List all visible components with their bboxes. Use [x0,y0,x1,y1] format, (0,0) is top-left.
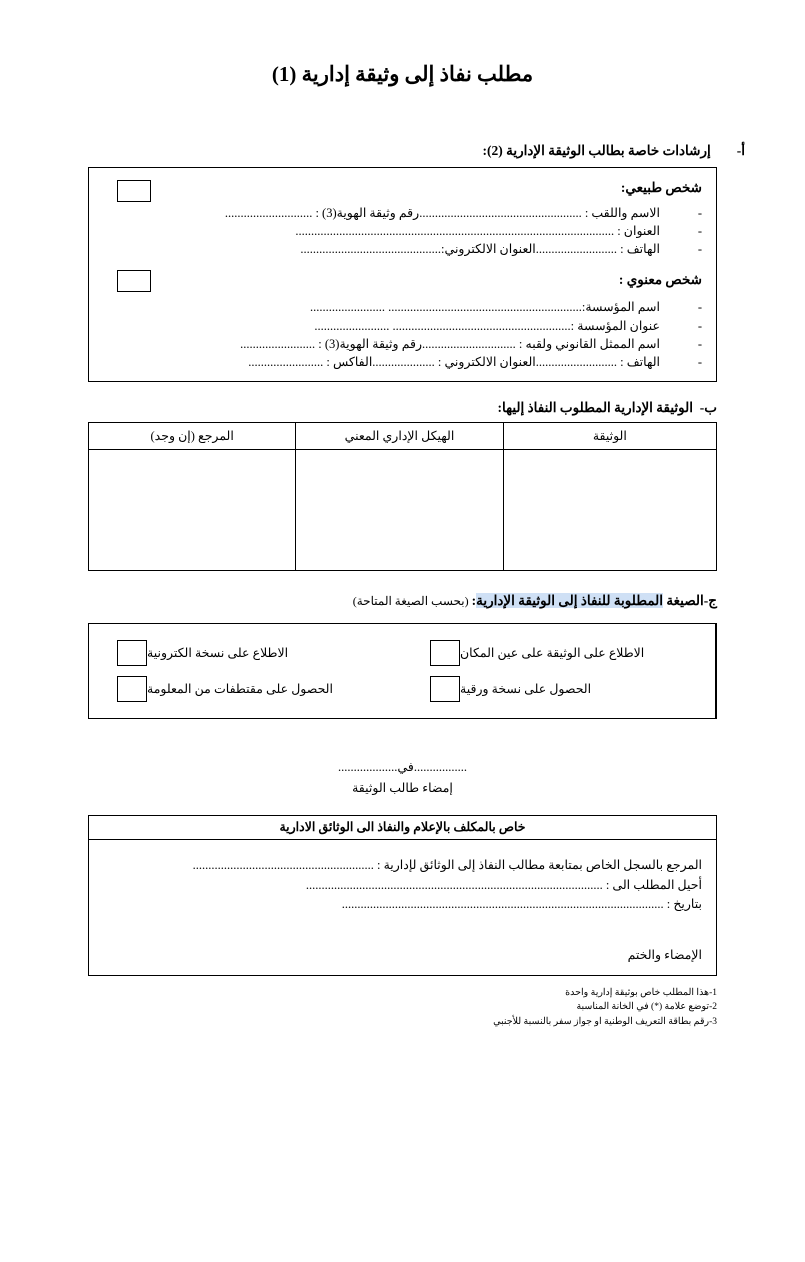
footnote-2: 2-توضع علامة (*) في الخانة المناسبة [576,1002,717,1013]
format-options-box [88,623,717,719]
natural-person-heading: شخص طبيعي: [620,180,702,195]
cell-document[interactable] [503,449,716,570]
column-header-structure: الهيكل الإداري المعني [296,422,503,449]
option-checkbox-electronic-copy[interactable] [117,640,147,666]
field-row [103,876,702,895]
field-row [103,317,702,335]
bullet-dash: - [697,206,702,220]
option-label: الحصول على مقتطفات من المعلومة [147,681,333,696]
field-row [103,335,702,353]
option-checkbox-on-site-view[interactable] [430,640,460,666]
page-title: مطلب نفاذ إلى وثيقة إدارية (1) [271,62,534,86]
field-row [103,204,702,222]
field-text: اسم الممثل القانوني ولقبه : ..............................رقم وثيقة الهوية(3) : ........................ [240,336,660,351]
section-c-title-highlight: المطلوبة للنفاذ إلى الوثيقة الإدارية [476,592,663,608]
section-b-marker: ب- [699,399,717,415]
format-options-right-column [402,624,716,718]
option-label: الاطلاع على الوثيقة على عين المكان [460,645,645,660]
applicant-info-box [88,167,717,382]
legal-person-heading: شخص معنوي : [618,272,702,288]
footnotes [88,986,717,1030]
official-use-body [89,840,716,974]
column-header-reference: المرجع (إن وجد) [89,422,296,449]
requested-document-table [88,422,717,571]
field-row [103,895,702,914]
section-a-marker: أ- [736,143,745,158]
place-date-line [0,757,805,778]
section-c-title-pre: الصيغة [663,592,704,608]
column-header-document: الوثيقة [503,422,716,449]
spacer [103,258,702,272]
field-text: بتاريخ : ....................................................................................................... [341,897,702,912]
option-row[interactable] [103,640,388,666]
field-text: الاسم واللقب : ....................................................رقم وثيقة الهوية(3) : ............................ [224,206,660,220]
bullet-dash: - [697,354,702,369]
official-signature-label: الإمضاء والختم [627,947,702,962]
field-text: المرجع بالسجل الخاص بمتابعة مطالب النفاذ إلى الوثائق لإدارية : .......................................................... [192,858,702,873]
format-options-left-column [89,624,402,718]
section-b-heading [88,400,717,416]
signature-label: إمضاء طالب الوثيقة [352,781,453,796]
field-row [103,298,702,316]
bullet-dash: - [697,242,702,257]
official-use-box [88,815,717,975]
field-text: عنوان المؤسسة :......................................................... ........................ [314,318,660,333]
footnote-3: 3-رقم بطاقة التعريف الوطنية او جواز سفر بالنسبة للأجنبي [493,1016,717,1027]
option-checkbox-paper-copy[interactable] [430,676,460,702]
option-row[interactable] [416,676,701,702]
natural-person-fields [103,204,702,258]
legal-person-checkbox[interactable] [117,270,151,292]
bullet-dash: - [697,336,702,351]
field-row [103,222,702,240]
section-c-heading [88,593,717,609]
signature-area [0,757,805,800]
section-a-title: إرشادات خاصة بطالب الوثيقة الإدارية (2): [482,143,711,158]
option-row[interactable] [416,640,701,666]
field-row [103,856,702,875]
section-b-title: الوثيقة الإدارية المطلوب النفاذ إليها: [497,399,694,415]
section-c-title-post: : [471,592,477,608]
legal-person-fields [103,298,702,371]
field-text: أحيل المطلب الى : ............................................................................................... [305,877,702,892]
table-header-row [89,422,717,449]
table-row [89,449,717,570]
document-page [0,62,805,1262]
official-use-heading: خاص بالمكلف بالإعلام والنفاذ الى الوثائق الادارية [89,816,716,840]
option-checkbox-extracts[interactable] [117,676,147,702]
bullet-dash: - [697,300,702,315]
field-row [103,353,702,371]
option-row[interactable] [103,676,388,702]
bullet-dash: - [697,318,702,333]
option-label: الحصول على نسخة ورقية [460,681,592,696]
option-label: الاطلاع على نسخة الكترونية [147,645,289,660]
cell-reference[interactable] [89,449,296,570]
section-c-note: (بحسب الصيغة المتاحة) [352,593,472,608]
section-c-marker: ج- [703,592,717,608]
field-text: الهاتف : ..........................العنوان الالكتروني:............................................. [300,242,660,257]
cell-structure[interactable] [296,449,503,570]
field-text: الهاتف : ..........................العنوان الالكتروني : ....................الفاكس : ........................ [248,354,660,369]
field-text: العنوان : ...................................................................................................... [295,224,660,239]
bullet-dash: - [697,224,702,239]
section-a-heading [0,143,745,159]
natural-person-checkbox[interactable] [117,180,151,202]
footnote-1: 1-هذا المطلب خاص بوثيقة إدارية واحدة [565,987,717,998]
field-text: اسم المؤسسة:.............................................................. ........................ [309,300,660,315]
place-date-text: .................في................... [338,759,467,774]
field-row [103,240,702,258]
